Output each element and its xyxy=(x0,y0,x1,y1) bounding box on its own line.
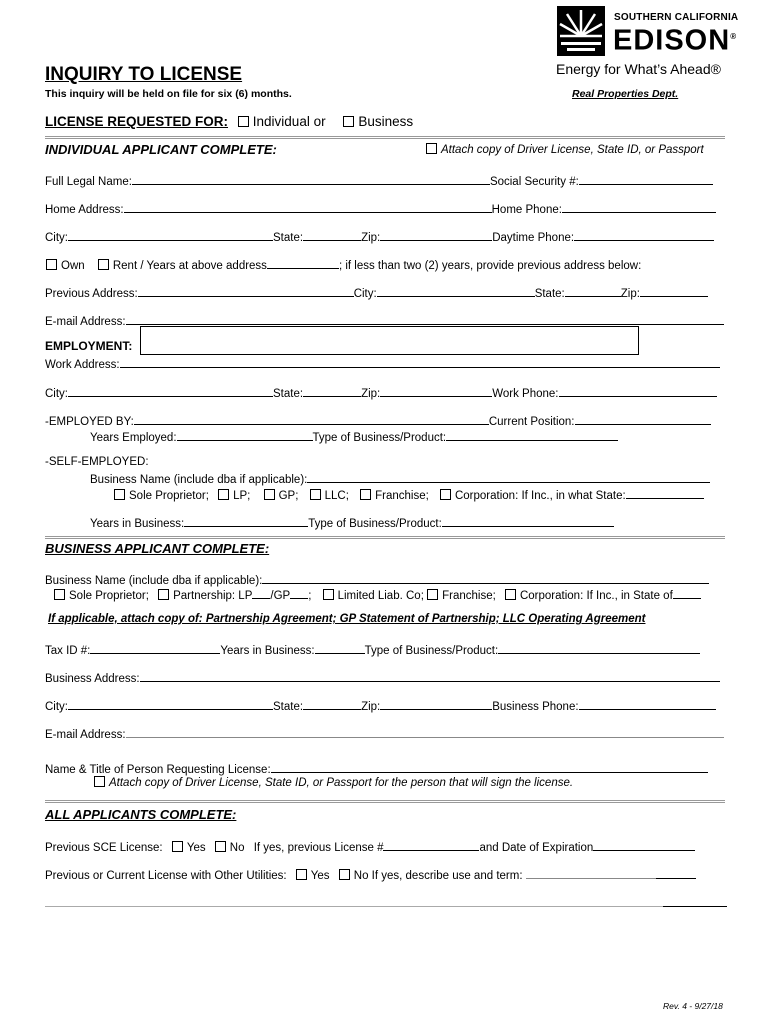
tax-id-field[interactable] xyxy=(90,641,220,654)
biz-phone-field[interactable] xyxy=(579,697,716,710)
business-checkbox[interactable] xyxy=(343,116,354,127)
home-address-field[interactable] xyxy=(124,200,492,213)
previous-city-label: City: xyxy=(353,288,377,300)
divider xyxy=(45,136,725,139)
employment-input-box[interactable] xyxy=(140,326,639,355)
self-gp-label: GP; xyxy=(278,490,299,502)
business-option-label: Business xyxy=(358,114,414,129)
self-years-row xyxy=(90,514,614,531)
self-llc-checkbox[interactable] xyxy=(310,489,321,500)
license-requested-label: LICENSE REQUESTED FOR: xyxy=(45,114,229,129)
employer-business-type-label: Type of Business/Product: xyxy=(312,432,447,444)
biz-semicolon: ; xyxy=(308,590,312,602)
biz-state-label: State: xyxy=(273,701,304,713)
current-position-field[interactable] xyxy=(575,412,711,425)
full-name-label: Full Legal Name: xyxy=(45,176,132,188)
previous-state-field[interactable] xyxy=(565,284,621,297)
self-lp-checkbox[interactable] xyxy=(218,489,229,500)
self-sole-checkbox[interactable] xyxy=(114,489,125,500)
city-label: City: xyxy=(45,232,68,244)
business-entity-type-row xyxy=(48,586,701,603)
years-at-address-field[interactable] xyxy=(267,256,339,269)
biz-sole-checkbox[interactable] xyxy=(54,589,65,600)
prev-sce-no-checkbox[interactable] xyxy=(215,841,226,852)
home-phone-label: Home Phone: xyxy=(491,204,562,216)
biz-city-field[interactable] xyxy=(68,697,273,710)
work-phone-field[interactable] xyxy=(559,384,717,397)
business-heading: BUSINESS APPLICANT COMPLETE: xyxy=(45,541,270,556)
other-utilities-yes-label: Yes xyxy=(310,870,330,882)
expiration-label: and Date of Expiration xyxy=(479,842,594,854)
biz-address-label: Business Address: xyxy=(45,673,140,685)
residence-row xyxy=(40,256,641,273)
biz-years-field[interactable] xyxy=(315,641,365,654)
attach-id-label: Attach copy of Driver License, State ID, or Passport xyxy=(441,144,704,156)
self-sole-label: Sole Proprietor; xyxy=(129,490,209,502)
current-position-label: Current Position: xyxy=(488,416,575,428)
self-employed-label: -SELF-EMPLOYED: xyxy=(45,456,149,468)
biz-type-field[interactable] xyxy=(498,641,700,654)
work-phone-label: Work Phone: xyxy=(492,388,559,400)
biz-corp-label: Corporation: If Inc., in State of xyxy=(519,590,673,602)
employed-by-field[interactable] xyxy=(134,412,489,425)
employment-label: EMPLOYMENT: xyxy=(45,339,133,353)
individual-option-label: Individual or xyxy=(252,114,326,129)
dept-label: Real Properties Dept. xyxy=(572,88,679,100)
biz-state-field[interactable] xyxy=(303,697,361,710)
biz-partnership-checkbox[interactable] xyxy=(158,589,169,600)
individual-heading: INDIVIDUAL APPLICANT COMPLETE: xyxy=(45,142,277,157)
biz-llc-label: Limited Liab. Co; xyxy=(337,590,424,602)
years-employed-label: Years Employed: xyxy=(90,432,177,444)
biz-gp-field[interactable] xyxy=(290,586,308,599)
business-attach-note: If applicable, attach copy of: Partnership Agreement; GP Statement of Partnership; LLC Operating Agreement xyxy=(48,613,646,625)
self-business-name-label: Business Name (include dba if applicable): xyxy=(90,474,308,486)
divider xyxy=(45,536,725,539)
page-title: INQUIRY TO LICENSE xyxy=(45,64,243,85)
rent-checkbox[interactable] xyxy=(98,259,109,270)
biz-franchise-label: Franchise; xyxy=(442,590,496,602)
biz-corp-state-field[interactable] xyxy=(673,586,701,599)
previous-zip-label: Zip: xyxy=(620,288,640,300)
work-city-row xyxy=(45,384,717,401)
biz-address-field[interactable] xyxy=(140,669,720,682)
self-years-label: Years in Business: xyxy=(90,518,185,530)
ssn-field[interactable] xyxy=(579,172,713,185)
email-field[interactable] xyxy=(126,312,724,325)
work-city-label: City: xyxy=(45,388,68,400)
biz-lp-field[interactable] xyxy=(252,586,270,599)
divider xyxy=(45,800,725,803)
sun-logo-icon xyxy=(557,6,605,56)
own-checkbox[interactable] xyxy=(46,259,57,270)
expiration-field[interactable] xyxy=(593,838,695,851)
use-term-field-end[interactable] xyxy=(656,866,696,879)
biz-city-label: City: xyxy=(45,701,68,713)
prev-sce-yes-checkbox[interactable] xyxy=(172,841,183,852)
work-city-field[interactable] xyxy=(68,384,273,397)
biz-type-label: Type of Business/Product: xyxy=(364,645,499,657)
use-term-field-2[interactable] xyxy=(45,894,663,907)
prev-sce-row xyxy=(45,838,695,855)
name-title-label: Name & Title of Person Requesting License: xyxy=(45,764,271,776)
biz-zip-field[interactable] xyxy=(380,697,492,710)
self-entity-type-row xyxy=(108,486,704,503)
previous-state-label: State: xyxy=(534,288,565,300)
logo-edison: EDISON® xyxy=(613,24,738,57)
name-title-row xyxy=(45,760,708,777)
name-title-field[interactable] xyxy=(271,760,708,773)
email-label: E-mail Address: xyxy=(45,316,126,328)
all-applicants-heading: ALL APPLICANTS COMPLETE: xyxy=(45,807,237,822)
use-term-field[interactable] xyxy=(526,866,656,879)
other-utilities-yes-checkbox[interactable] xyxy=(296,869,307,880)
individual-checkbox[interactable] xyxy=(238,116,249,127)
prev-license-label: If yes, previous License # xyxy=(253,842,384,854)
other-utilities-label: Previous or Current License with Other Utilities: xyxy=(45,870,287,882)
work-address-field[interactable] xyxy=(120,355,720,368)
biz-years-label: Years in Business: xyxy=(220,645,315,657)
years-employed-row xyxy=(90,428,618,445)
biz-partnership-label: Partnership: LP xyxy=(173,590,253,602)
tax-id-label: Tax ID #: xyxy=(45,645,91,657)
biz-email-label: E-mail Address: xyxy=(45,729,126,741)
self-llc-label: LLC; xyxy=(324,490,349,502)
home-phone-field[interactable] xyxy=(562,200,716,213)
home-address-row xyxy=(45,200,716,217)
work-state-field[interactable] xyxy=(303,384,361,397)
own-label: Own xyxy=(61,260,85,272)
years-employed-field[interactable] xyxy=(177,428,313,441)
attach-id-checkbox[interactable] xyxy=(426,143,437,154)
biz-llc-checkbox[interactable] xyxy=(323,589,334,600)
biz-zip-label: Zip: xyxy=(361,701,381,713)
work-address-row xyxy=(45,355,720,372)
work-zip-field[interactable] xyxy=(380,384,492,397)
ssn-label: Social Security #: xyxy=(489,176,579,188)
previous-zip-field[interactable] xyxy=(640,284,708,297)
other-utilities-no-label: No If yes, describe use and term: xyxy=(353,870,523,882)
prev-sce-no-label: No xyxy=(229,842,245,854)
previous-address-field[interactable] xyxy=(138,284,354,297)
daytime-phone-label: Daytime Phone: xyxy=(492,232,575,244)
home-address-label: Home Address: xyxy=(45,204,124,216)
previous-address-row xyxy=(45,284,708,301)
employed-by-row xyxy=(45,412,711,429)
business-name-label: Business Name (include dba if applicable): xyxy=(45,575,263,587)
self-gp-checkbox[interactable] xyxy=(264,489,275,500)
retention-note: This inquiry will be held on file for six (6) months. xyxy=(45,88,292,100)
other-utilities-no-checkbox[interactable] xyxy=(339,869,350,880)
work-state-label: State: xyxy=(273,388,304,400)
city-field[interactable] xyxy=(68,228,273,241)
self-business-type-field[interactable] xyxy=(442,514,614,527)
self-years-field[interactable] xyxy=(184,514,308,527)
biz-corp-checkbox[interactable] xyxy=(505,589,516,600)
self-business-name-row xyxy=(90,470,710,487)
business-name-field[interactable] xyxy=(262,571,709,584)
self-corp-checkbox[interactable] xyxy=(440,489,451,500)
biz-franchise-checkbox[interactable] xyxy=(427,589,438,600)
use-term-field-2-end[interactable] xyxy=(663,894,727,907)
self-franchise-checkbox[interactable] xyxy=(360,489,371,500)
zip-label: Zip: xyxy=(361,232,381,244)
prev-sce-label: Previous SCE License: xyxy=(45,842,163,854)
work-zip-label: Zip: xyxy=(361,388,381,400)
revision-label: Rev. 4 - 9/27/18 xyxy=(663,1001,723,1011)
license-requested-row xyxy=(45,115,413,129)
biz-city-row xyxy=(45,697,716,714)
prev-license-field[interactable] xyxy=(383,838,479,851)
logo-tagline: Energy for What’s Ahead® xyxy=(556,61,721,77)
prev-sce-yes-label: Yes xyxy=(186,842,206,854)
attach-signer-checkbox[interactable] xyxy=(94,776,105,787)
city-row xyxy=(45,228,714,245)
biz-phone-label: Business Phone: xyxy=(492,701,579,713)
previous-address-label: Previous Address: xyxy=(45,288,138,300)
previous-address-note: ; if less than two (2) years, provide previous address below: xyxy=(338,260,642,272)
individual-attach-row xyxy=(420,143,704,156)
full-name-field[interactable] xyxy=(132,172,490,185)
attach-signer-row xyxy=(88,776,573,790)
state-field[interactable] xyxy=(303,228,361,241)
self-business-name-field[interactable] xyxy=(307,470,710,483)
biz-sole-label: Sole Proprietor; xyxy=(69,590,149,602)
use-term-row-2 xyxy=(45,894,727,911)
state-label: State: xyxy=(273,232,304,244)
daytime-phone-field[interactable] xyxy=(574,228,714,241)
self-lp-label: LP; xyxy=(233,490,251,502)
logo-line1: SOUTHERN CALIFORNIA xyxy=(614,12,739,23)
biz-email-field[interactable] xyxy=(126,725,724,738)
full-name-row xyxy=(45,172,713,189)
self-franchise-label: Franchise; xyxy=(375,490,429,502)
attach-signer-label: Attach copy of Driver License, State ID, or Passport for the person that will sign the license. xyxy=(109,777,574,789)
employed-by-label: -EMPLOYED BY: xyxy=(45,416,134,428)
biz-email-row xyxy=(45,725,724,742)
other-utilities-row xyxy=(45,866,696,883)
self-corp-label: Corporation: If Inc., in what State: xyxy=(454,490,626,502)
work-address-label: Work Address: xyxy=(45,359,120,371)
rent-label: Rent / Years at above address xyxy=(112,260,267,272)
employer-business-type-field[interactable] xyxy=(446,428,618,441)
self-business-type-label: Type of Business/Product: xyxy=(308,518,442,530)
zip-field[interactable] xyxy=(380,228,492,241)
tax-id-row xyxy=(45,641,700,658)
self-corp-state-field[interactable] xyxy=(626,486,704,499)
previous-city-field[interactable] xyxy=(377,284,535,297)
biz-gp-label: /GP xyxy=(270,590,291,602)
biz-address-row xyxy=(45,669,720,686)
